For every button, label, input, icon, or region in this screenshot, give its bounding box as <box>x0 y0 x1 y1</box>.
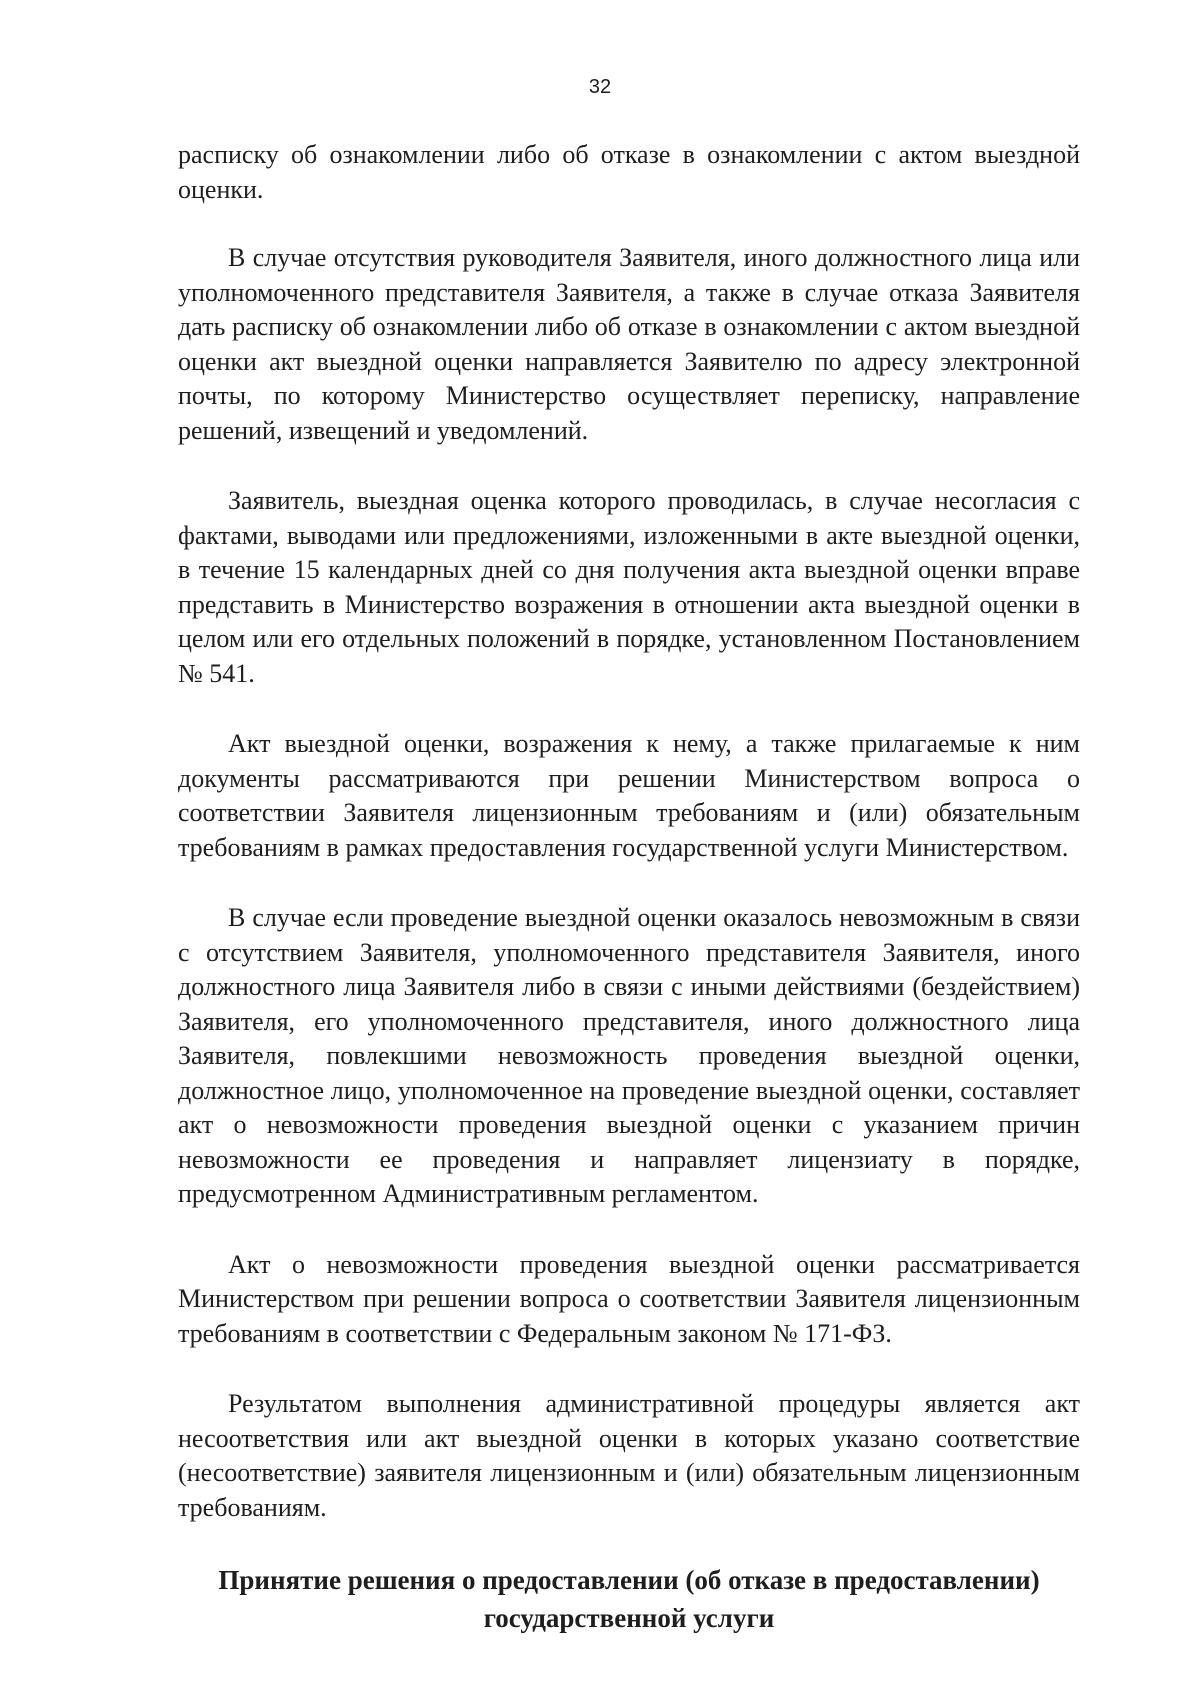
section-heading-line-2: государственной услуги <box>483 1603 775 1633</box>
paragraph-continuation: расписку об ознакомлении либо об отказе в ознакомлении с актом выездной оценки. <box>178 140 1080 204</box>
page-number: 32 <box>588 76 612 98</box>
section-heading <box>178 1561 1080 1637</box>
section-heading-line-1: Принятие решения о предоставлении (об отказе в предоставлении) <box>218 1565 1040 1595</box>
paragraph-impossibility-act: Акт о невозможности проведения выездной оценки рассматривается Министерством при решении вопроса о соответствии Заявителя лицензионным требованиям в соответствии с Федеральным законом № 171-ФЗ. <box>178 1249 1080 1348</box>
document-body <box>178 138 1080 1637</box>
paragraph-procedure-result: Результатом выполнения административной процедуры является акт несоответствия или акт выездной оценки в которых указано соответствие (несоответствие) заявителя лицензионным и (или) обязательным лицензионным требованиям. <box>178 1389 1080 1522</box>
paragraph-impossibility: В случае если проведение выездной оценки оказалось невозможным в связи с отсутствием Заявителя, уполномоченного представителя Заявителя, иного должностного лица Заявителя либо в связи с иными действиями (бездействием) Заявителя, его уполномоченного представителя, иного должностного лица Заявителя, повлекшими невозможность проведения выездной оценки, должностное лицо, уполномоченное на проведение выездной оценки, составляет акт о невозможности проведения выездной оценки с указанием причин невозможности ее проведения и направляет лицензиату в порядке, предусмотренном Административным регламентом. <box>178 903 1080 1208</box>
paragraph-absence-of-applicant: В случае отсутствия руководителя Заявителя, иного должностного лица или уполномоченного представителя Заявителя, а также в случае отказа Заявителя дать расписку об ознакомлении либо об отказе в ознакомлении с актом выездной оценки акт выездной оценки направляется Заявителю по адресу электронной почты, по которому Министерство осуществляет переписку, направление решений, извещений и уведомлений. <box>178 243 1080 445</box>
paragraph-objections: Заявитель, выездная оценка которого проводилась, в случае несогласия с фактами, выводами или предложениями, изложенными в акте выездной оценки, в течение 15 календарных дней со дня получения акта выездной оценки вправе представить в Министерство возражения в отношении акта выездной оценки в целом или его отдельных положений в порядке, установленном Постановлением № 541. <box>178 486 1080 688</box>
paragraph-act-review: Акт выездной оценки, возражения к нему, а также прилагаемые к ним документы рассматриваются при решении Министерством вопроса о соответствии Заявителя лицензионным требованиям и (или) обязательным требованиям в рамках предоставления государственной услуги Министерством. <box>178 729 1080 862</box>
